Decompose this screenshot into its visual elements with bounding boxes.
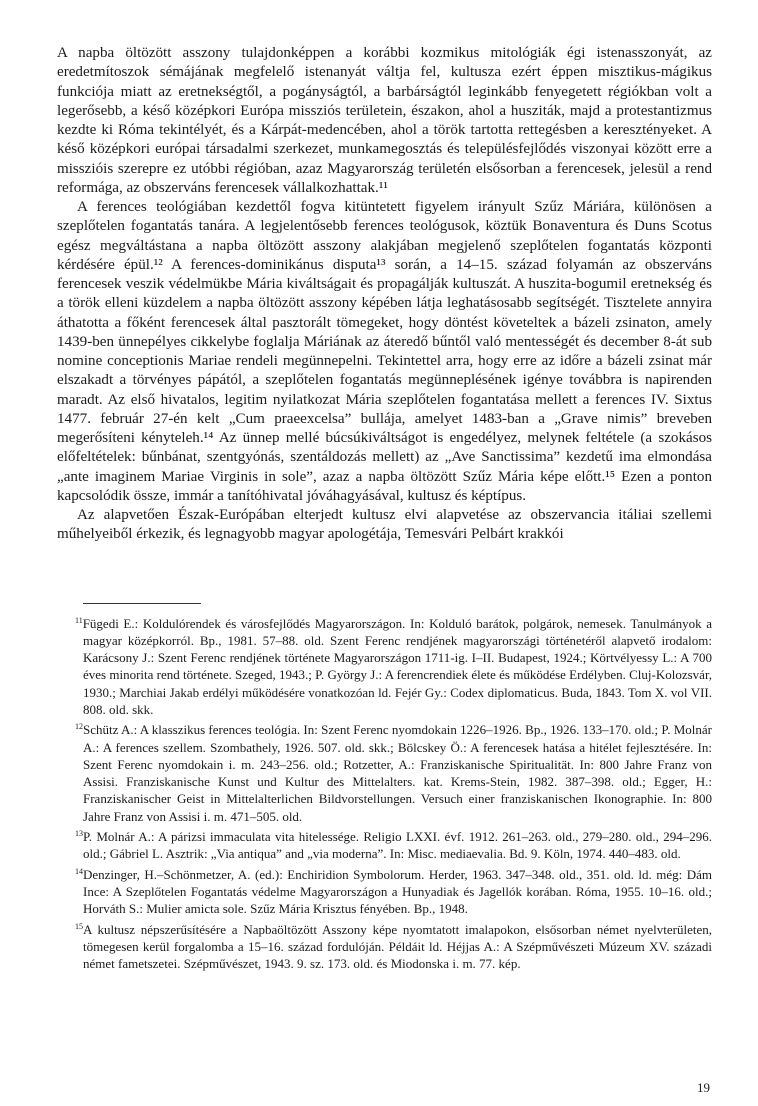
page-number: 19 [697, 1080, 710, 1095]
footnote-text: Fügedi E.: Koldulórendek és városfejlődés Magyarországon. In: Kolduló barátok, polgárok, nemesek. Tanulmányok a magyar középkorról. Bp., 1981. 57–88. old. Szent Ferenc rendjének magyarországi történetéről alapvető irodalom: Karácsony J.: Szent Ferenc rendjének története Magyarországon 1711-ig. I–II. Budapest, 1924.; Körtvélyessy L.: A 700 éves minorita rend története. Szeged, 1943.; P. György J.: A ferencrendiek élete és működése Erdélyben. Cluj-Kolozsvár, 1930.; Marchiai Jakab erdélyi működésére vonatkozóan ld. Fejér Gy.: Codex diplomaticus. Buda, 1843. Tom X. vol VII. 808. old. skk. [82, 615, 712, 717]
footnote-number: 12 [75, 722, 83, 732]
footnote-separator [83, 603, 201, 604]
footnote-11 [57, 612, 712, 719]
footnote-text: Schütz A.: A klasszikus ferences teológia. In: Szent Ferenc nyomdokain 1226–1926. Bp., 1926. 133–170. old.; P. Molnár A.: A ferences szellem. Szombathely, 1926. 507. old. skk.; Bölcskey Ö.: A ferencesek hatása a hitélet fejlesztésére. In: Szent Ferenc nyomdokain i. m. 243–256. old.; Rotzetter, A.: Franziskanische Spiritualität. In: 800 Jahre Franz von Assisi. Franziskanische Kunst und Kultur des Mittelalters. kat. Krems-Stein, 1982. 387–398. old.; Egger, H.: Franziskanischer Geist in Mittelalterlichen Bildvorstellungen. Versuch einer franziskanischen Ikonographie. In: 800 Jahre Franz von Assisi i. m. 471–505. old. [83, 722, 712, 824]
footnote-number: 13 [75, 829, 83, 839]
paragraph-3: Az alapvetően Észak-Európában elterjedt kultusz elvi alapvetése az obszervancia itáliai szellemi műhelyeiből érkezik, és legnagyobb magyar apologétája, Temesvári Pelbárt krakkói [57, 507, 712, 543]
footnote-number: 14 [75, 866, 83, 876]
footnote-14 [57, 863, 712, 918]
footnote-number: 15 [75, 921, 83, 931]
paragraph-2: A ferences teológiában kezdettől fogva kitüntetett figyelem irányult Szűz Máriára, különösen a szeplőtelen fogantatás tanára. A legjelentősebb ferences teológusok, köztük Bonaventura és Duns Scotus egész megváltástana a napba öltözött asszony alakjában megjelenő szeplőtelen fogantatás központi kérdésére épül.¹² A ferences-dominikánus disputa¹³ során, a 14–15. század folyamán az obszerváns ferencesek veszik védelmükbe Mária kiváltságait és propagálják kultuszát. A huszita-bogumil eretnekség és a török elleni küzdelem a napba öltözött asszony képében látja leghatásosabb segítségét. Tisztelete annyira áthatotta a főként ferencesek által pasztorált tömegeket, hogy döntést követeltek a bázeli zsinaton, amely 1439-ben ünnepélyes cikkelybe foglalja Máriának az áteredő bűntől való mentességét és december 8-át sub nomine conceptionis Mariae rendeli megünnepelni. Tekintettel arra, hogy erre az időre a bázeli zsinat már elszakadt a törvényes pápától, a szeplőtelen fogantatás megünneplésének igénye továbbra is napirenden maradt. Az első hivatalos, legitim nyilatkozat Mária szeplőtelen fogantatása mellett a ferences IV. Sixtus 1477. február 27-én kelt „Cum praeexcelsa” bullája, amelyet 1483-ban a „Grave nimis” breveben megerősíteni kényteleh.¹⁴ Az ünnep mellé búcsúkiváltságot is engedélyez, melynek feltétele (a szokásos előfeltételek: bűnbánat, szentgyónás, szentáldozás mellett) az „Ave Sanctissima” kezdetű ima elmondása „ante imaginem Mariae Virginis in sole”, azaz a napba öltözött Szűz Mária képe előtt.¹⁵ Ezen a ponton kapcsolódik össze, immár a tanítóhivatal jóváhagyásával, kultusz és képtípus. [57, 199, 712, 504]
footnote-number: 11 [75, 615, 83, 625]
footnote-text: P. Molnár A.: A párizsi immaculata vita hitelessége. Religio LXXI. évf. 1912. 261–263. old., 279–280. old., 294–296. old.; Gábriel L. Asztrik: „Via antiqua” and „via moderna”. In: Misc. mediaevalia. Bd. 9. Köln, 1974. 440–483. old. [83, 829, 712, 862]
footnote-13 [57, 825, 712, 863]
paragraph-1: A napba öltözött asszony tulajdonképpen a korábbi kozmikus mitológiák égi istenasszonyát, az eredetmítoszok sémájának megfelelő istenanyát váltja fel, kultusza ezért éppen misztikus-mágikus funkciója miatt az eretnekségtől, a pogányságtól, a barbárságtól leginkább fenyegetett régiókban volt a legerősebb, a késő középkori Európa missziós területein, északon, ahol a husziták, majd a protestantizmus kezdte ki Róma tekintélyét, és a Kárpát-medencében, ahol a török tartotta rettegésben a keresztényeket. A késő középkori európai társadalmi szerkezet, munkamegosztás és településfejlődés viszonyai között erre a misszióis szerepre ez utóbbi régióban, azaz Magyarország területén elsősorban a ferencesek, jelesül a rend reformága, az obszerváns ferencesek vállalkozhattak.¹¹ [57, 45, 712, 196]
footnote-12 [57, 718, 712, 825]
footnotes [57, 612, 712, 973]
footnote-text: A kultusz népszerűsítésére a Napbaöltözött Asszony képe nyomtatott imalapokon, elsősorban német nyelvterületen, tömegesen kerül forgalomba a 15–16. század fordulóján. Példáit ld. Héjjas A.: A Szépművészeti Múzeum XV. századi német fametszetei. Szépművészet, 1943. 9. sz. 173. old. és Miodonska i. m. 77. kép. [83, 921, 712, 972]
footnote-15 [57, 918, 712, 973]
page [57, 44, 712, 972]
footnote-text: Denzinger, H.–Schönmetzer, A. (ed.): Enchiridion Symbolorum. Herder, 1963. 347–348. old., 351. old. ld. még: Dám Ince: A Szeplőtelen Fogantatás védelme Magyarországon a Hunyadiak és Jagellók korában. Róma, 1955. 10–16. old.; Horváth S.: Mulier amicta sole. Szűz Mária Krisztus fényében. Bp., 1948. [83, 866, 712, 917]
body-text [57, 44, 712, 545]
